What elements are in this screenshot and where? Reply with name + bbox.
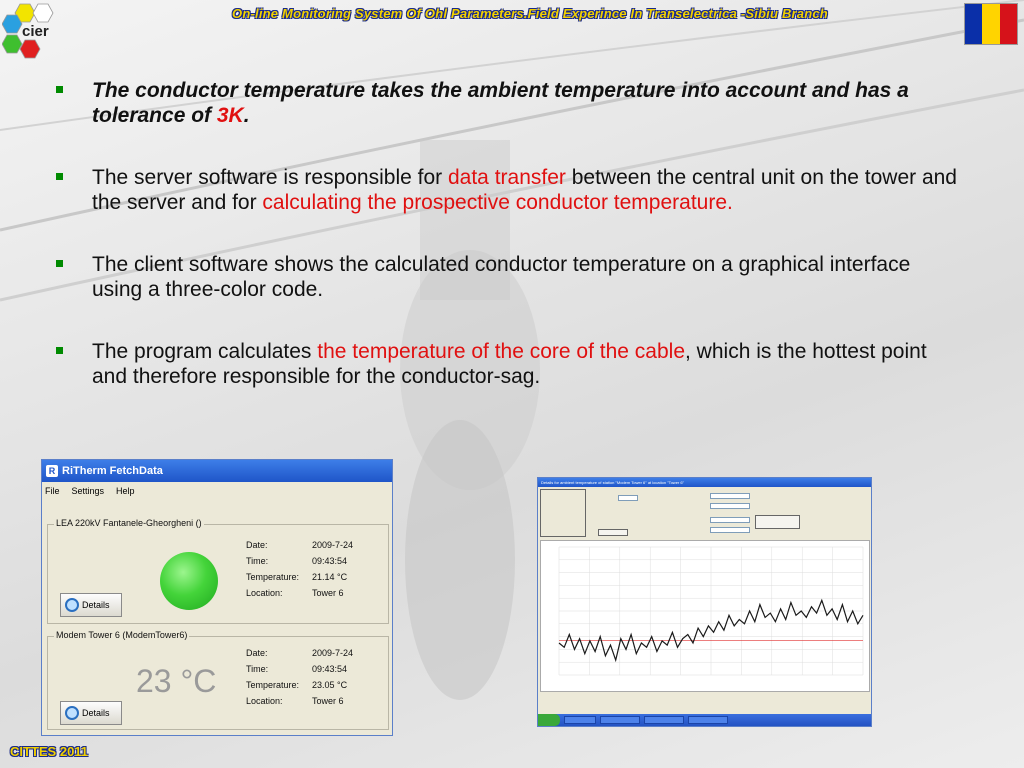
details-button[interactable] [60, 701, 122, 725]
export-button[interactable] [598, 529, 628, 536]
bullet-item [52, 165, 962, 215]
flag-stripe-yellow [982, 4, 999, 44]
time-value: 09:43:54 [312, 664, 348, 674]
group-label: Modem Tower 6 (ModemTower6) [56, 630, 188, 640]
display-interval-button[interactable] [755, 515, 800, 529]
from-time-field[interactable] [710, 503, 750, 509]
location-label: Location: [246, 696, 283, 706]
status-green-indicator [160, 552, 218, 610]
temperature-value: 23.05 °C [312, 680, 348, 690]
magnifier-icon [65, 706, 79, 720]
date-value: 2009-7-24 [312, 648, 354, 658]
start-button[interactable] [538, 714, 560, 726]
bullet-text-part: . [243, 104, 250, 127]
bullet-text-part: the temperature of the core of the cable [317, 340, 686, 363]
taskbar-item[interactable] [688, 716, 728, 724]
big-temperature-readout: 23 °C [136, 663, 217, 699]
ritherm-title: RiTherm FetchData [62, 465, 163, 477]
menu-help[interactable]: Help [116, 485, 135, 496]
bullet-text-part: The client software shows the calculated conductor temperature on a graphical interface using a three-color code. [92, 253, 911, 301]
footer-label: CITTES 2011 [10, 744, 89, 759]
bullet-text-part: The conductor temperature takes the ambient temperature into account and has a tolerance of [92, 79, 909, 127]
temperature-value: 21.14 °C [312, 572, 348, 582]
bullet-list [52, 78, 962, 426]
details-button-label: Details [82, 600, 110, 610]
display-every-field[interactable] [618, 495, 638, 501]
taskbar-item[interactable] [564, 716, 596, 724]
location-value: Tower 6 [312, 696, 344, 706]
menu-settings[interactable]: Settings [71, 485, 105, 496]
bullet-text-part: calculating the prospective conductor temperature. [262, 191, 733, 214]
cier-logo [2, 2, 68, 64]
bullet-item [52, 252, 962, 302]
logo-text: cier [22, 23, 49, 40]
from-date-field[interactable] [710, 493, 750, 499]
details-button-label: Details [82, 708, 110, 718]
bullet-square-icon [56, 260, 63, 267]
chart-window-title[interactable]: Details for ambient temperature of station "Modem Tower 6" at location "Tower 6" [538, 478, 871, 487]
location-value: Tower 6 [312, 588, 344, 598]
station-group-modem [47, 630, 389, 730]
temperature-plot [540, 540, 870, 692]
bullet-square-icon [56, 347, 63, 354]
menu-bar [42, 482, 392, 499]
time-label: Time: [246, 664, 269, 674]
location-label: Location: [246, 588, 283, 598]
app-icon: R [46, 465, 58, 477]
bullet-text-part: between the central unit on the tower and the server and for [92, 166, 957, 214]
bullet-text-part: data transfer [447, 166, 566, 189]
to-date-field[interactable] [710, 517, 750, 523]
date-label: Date: [246, 648, 268, 658]
station-info [246, 645, 353, 709]
to-time-field[interactable] [710, 527, 750, 533]
flag-stripe-red [1000, 4, 1017, 44]
bullet-square-icon [56, 173, 63, 180]
taskbar [538, 714, 871, 726]
taskbar-item[interactable] [644, 716, 684, 724]
temperature-chart-window [537, 477, 872, 727]
magnifier-icon [65, 598, 79, 612]
station-group-lea [47, 518, 389, 624]
temperature-line-chart [541, 541, 869, 691]
bullet-item [52, 78, 962, 128]
details-button[interactable] [60, 593, 122, 617]
bullet-item [52, 339, 962, 389]
chart-controls [540, 489, 870, 539]
ritherm-titlebar[interactable] [42, 460, 392, 482]
bullet-text-part: 3K [216, 104, 244, 127]
bullet-square-icon [56, 86, 63, 93]
temperature-label: Temperature: [246, 680, 300, 690]
ritherm-window [41, 459, 393, 736]
display-mode-group [540, 489, 586, 537]
romania-flag [964, 3, 1018, 45]
date-value: 2009-7-24 [312, 540, 354, 550]
date-label: Date: [246, 540, 268, 550]
station-info [246, 537, 353, 601]
menu-file[interactable]: File [45, 485, 60, 496]
time-value: 09:43:54 [312, 556, 348, 566]
page-title: On-line Monitoring System Of Ohl Parameters.Field Experince In Transelectrica -Sibiu Branch [232, 6, 828, 21]
temperature-label: Temperature: [246, 572, 300, 582]
bullet-text-part: , which is the hottest point and therefore responsible for the conductor-sag. [92, 340, 927, 388]
taskbar-item[interactable] [600, 716, 640, 724]
flag-stripe-blue [965, 4, 982, 44]
bullet-text-part: The server software is responsible for [92, 166, 448, 189]
time-label: Time: [246, 556, 269, 566]
bullet-text-part: The program calculates [92, 340, 318, 363]
group-label: LEA 220kV Fantanele-Gheorgheni () [56, 518, 202, 528]
